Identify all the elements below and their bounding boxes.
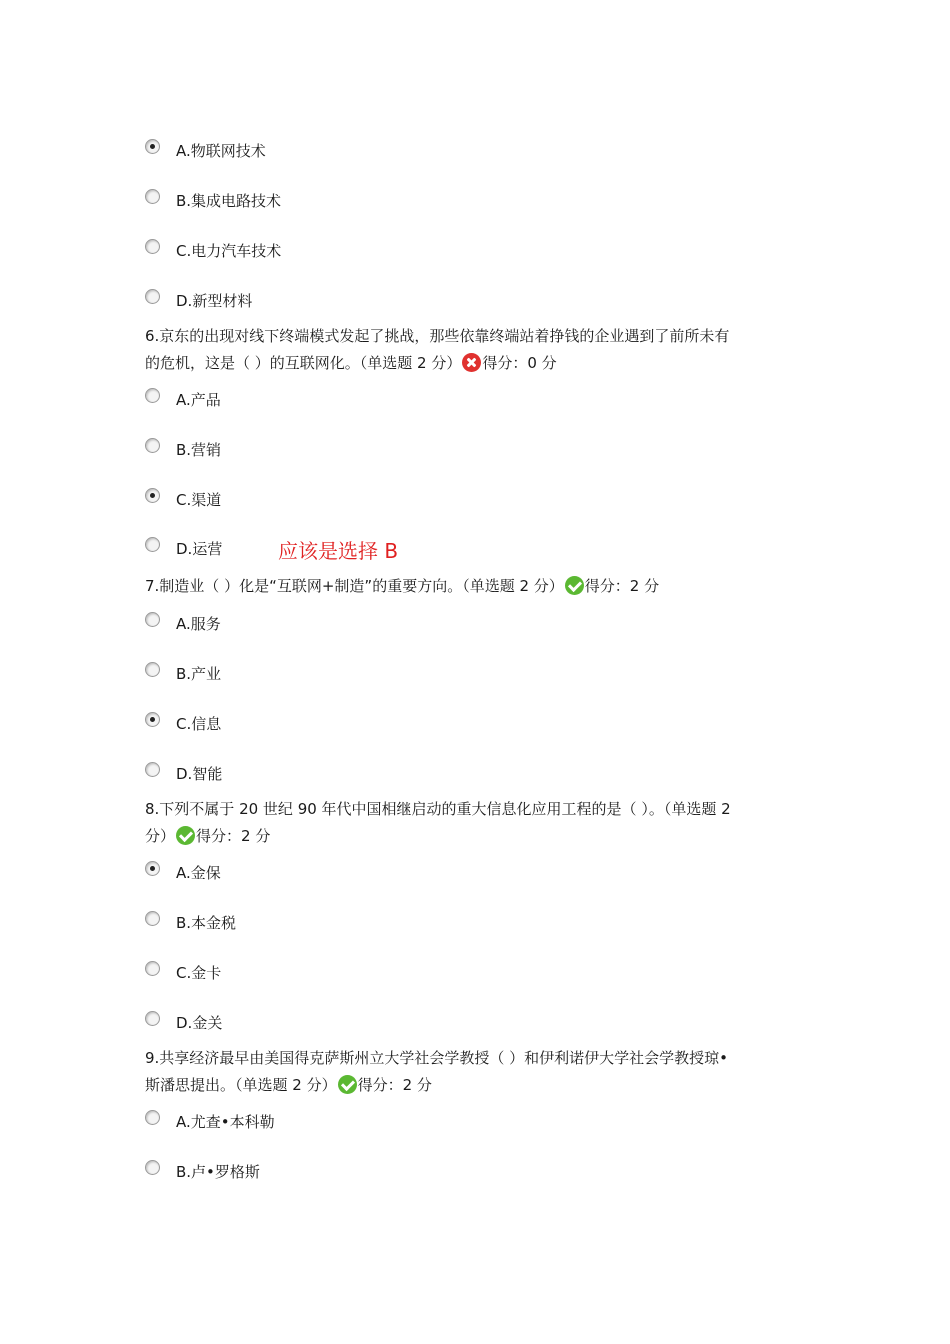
q9-line2: 斯潘思提出。（单选题 2 分） bbox=[145, 1076, 337, 1094]
correct-icon bbox=[176, 826, 195, 845]
radio-icon[interactable] bbox=[145, 438, 160, 453]
radio-icon[interactable] bbox=[145, 537, 160, 552]
option-label: A.服务 bbox=[176, 615, 221, 633]
option-label: D.新型材料 bbox=[176, 292, 253, 310]
radio-icon[interactable] bbox=[145, 1160, 160, 1175]
q6-stem bbox=[145, 323, 815, 377]
option-label: A.金保 bbox=[176, 864, 221, 882]
correct-icon bbox=[565, 576, 584, 595]
q8-score: 得分：2 分 bbox=[196, 827, 271, 845]
radio-checked-icon[interactable] bbox=[145, 139, 160, 154]
q8-stem bbox=[145, 796, 815, 850]
option-label: C.信息 bbox=[176, 715, 222, 733]
option-label: B.营销 bbox=[176, 441, 222, 459]
option-label: C.电力汽车技术 bbox=[176, 242, 282, 260]
q6-line2: 的危机，这是（ ）的互联网化。（单选题 2 分） bbox=[145, 354, 462, 372]
q6-score: 得分：0 分 bbox=[482, 354, 557, 372]
radio-icon[interactable] bbox=[145, 239, 160, 254]
option-label: B.本金税 bbox=[176, 914, 237, 932]
option-label: A.尤查•本科勒 bbox=[176, 1113, 275, 1131]
correct-icon bbox=[338, 1075, 357, 1094]
radio-icon[interactable] bbox=[145, 1011, 160, 1026]
q7-stem bbox=[145, 573, 815, 600]
option-label: C.渠道 bbox=[176, 491, 222, 509]
radio-icon[interactable] bbox=[145, 762, 160, 777]
option-label: B.产业 bbox=[176, 665, 222, 683]
option-label: B.卢•罗格斯 bbox=[176, 1163, 260, 1181]
option-label: A.物联网技术 bbox=[176, 142, 266, 160]
option-label: D.金关 bbox=[176, 1014, 223, 1032]
option-label: B.集成电路技术 bbox=[176, 192, 282, 210]
q9-score: 得分：2 分 bbox=[357, 1076, 432, 1094]
radio-checked-icon[interactable] bbox=[145, 488, 160, 503]
radio-icon[interactable] bbox=[145, 289, 160, 304]
wrong-icon bbox=[462, 353, 481, 372]
q9-line1: 9.共享经济最早由美国得克萨斯州立大学社会学教授（ ）和伊利诺伊大学社会学教授琼• bbox=[145, 1049, 728, 1067]
q8-line1: 8.下列不属于 20 世纪 90 年代中国相继启动的重大信息化应用工程的是（ ）。（单选题 2 bbox=[145, 800, 731, 818]
q8-line2: 分） bbox=[145, 827, 176, 845]
radio-icon[interactable] bbox=[145, 911, 160, 926]
radio-icon[interactable] bbox=[145, 1110, 160, 1125]
radio-icon[interactable] bbox=[145, 189, 160, 204]
radio-icon[interactable] bbox=[145, 662, 160, 677]
q6-line1: 6.京东的出现对线下终端模式发起了挑战，那些依靠终端站着挣钱的企业遇到了前所未有 bbox=[145, 327, 730, 345]
option-label: C.金卡 bbox=[176, 964, 222, 982]
option-label: D.智能 bbox=[176, 765, 223, 783]
option-label: D.运营 bbox=[176, 540, 223, 558]
radio-icon[interactable] bbox=[145, 388, 160, 403]
handwritten-note: 应该是选择 B bbox=[278, 539, 399, 563]
radio-checked-icon[interactable] bbox=[145, 712, 160, 727]
radio-icon[interactable] bbox=[145, 612, 160, 627]
q9-stem bbox=[145, 1045, 815, 1099]
radio-checked-icon[interactable] bbox=[145, 861, 160, 876]
radio-icon[interactable] bbox=[145, 961, 160, 976]
q7-line1: 7.制造业（ ）化是“互联网+制造”的重要方向。（单选题 2 分） bbox=[145, 577, 564, 595]
option-label: A.产品 bbox=[176, 391, 221, 409]
q7-score: 得分：2 分 bbox=[584, 577, 660, 595]
